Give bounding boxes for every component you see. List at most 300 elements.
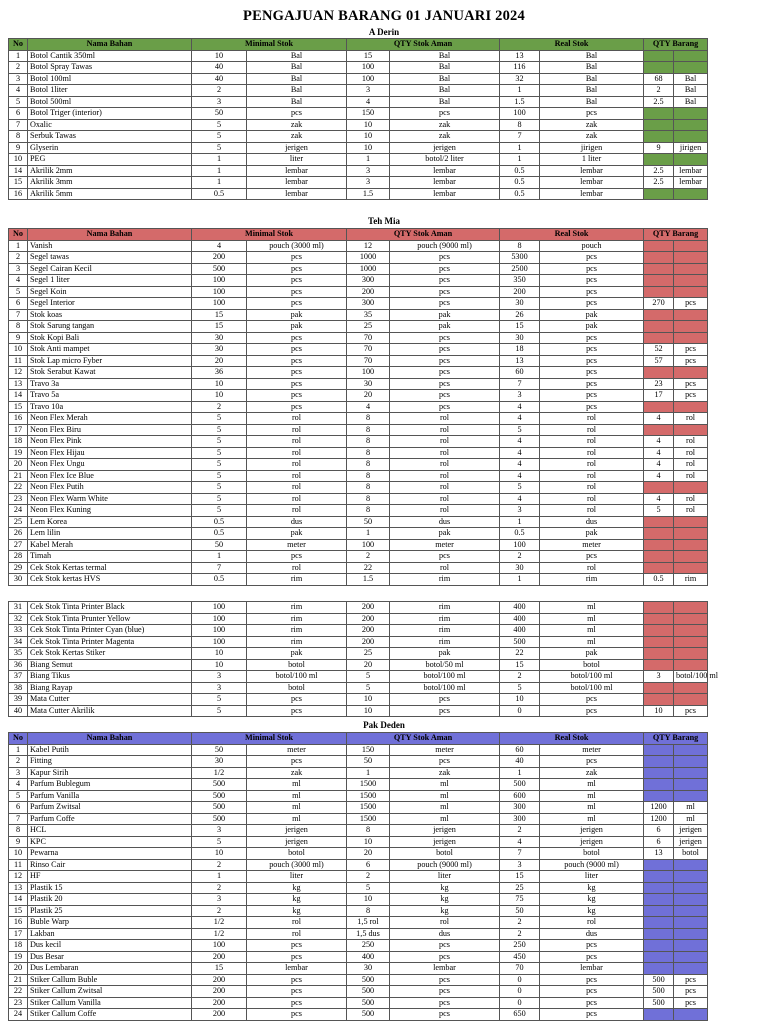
table-cell: 16 — [9, 917, 28, 929]
table-cell: rol — [247, 928, 347, 940]
table-cell: pcs — [390, 390, 500, 402]
table-cell: Bal — [390, 96, 500, 108]
table-cell: ml — [247, 790, 347, 802]
table-cell — [674, 240, 708, 252]
table-cell — [644, 516, 674, 528]
table-cell: 5 — [500, 482, 540, 494]
table-cell: 15 — [192, 963, 247, 975]
table-cell: 37 — [9, 671, 28, 683]
table-cell: 4 — [9, 85, 28, 97]
table-cell: pak — [247, 528, 347, 540]
table-cell — [644, 790, 674, 802]
table-cell: 15 — [500, 871, 540, 883]
table-cell: Buble Warp — [28, 917, 192, 929]
table-cell: 10 — [347, 836, 390, 848]
table-row — [9, 940, 708, 952]
table-cell: 50 — [192, 744, 247, 756]
table-cell: Neon Flex Hijau — [28, 447, 192, 459]
table-row — [9, 974, 708, 986]
table-cell: pcs — [540, 986, 644, 998]
table-cell: 15 — [9, 905, 28, 917]
table-cell: 5 — [192, 142, 247, 154]
table-cell: 10 — [192, 659, 247, 671]
table-cell — [674, 108, 708, 120]
table-cell: 4 — [644, 459, 674, 471]
table-cell — [674, 951, 708, 963]
table-cell: Bal — [390, 50, 500, 62]
table-row — [9, 574, 708, 586]
table-cell: kg — [390, 894, 500, 906]
table-cell: 20 — [347, 390, 390, 402]
table-cell: botol — [247, 659, 347, 671]
table-cell: Dus kecil — [28, 940, 192, 952]
table-cell: pcs — [390, 286, 500, 298]
table-cell: 10 — [347, 694, 390, 706]
table-cell: lembar — [390, 165, 500, 177]
table-cell: pcs — [390, 367, 500, 379]
table-cell: 2 — [192, 859, 247, 871]
table-row — [9, 997, 708, 1009]
table-cell: jerigen — [247, 142, 347, 154]
table-cell: Cek Stok Kertas termal — [28, 562, 192, 574]
table-row — [9, 516, 708, 528]
table-cell: lembar — [674, 165, 708, 177]
table-cell — [644, 636, 674, 648]
table-cell: pcs — [540, 332, 644, 344]
table-cell: pcs — [390, 705, 500, 717]
table-cell: kg — [390, 905, 500, 917]
table-cell: 5 — [500, 424, 540, 436]
table-cell: 30 — [500, 332, 540, 344]
table-cell: botol — [247, 848, 347, 860]
table-cell: 10 — [192, 50, 247, 62]
table-cell: rim — [390, 636, 500, 648]
table-cell: Stok Sarung tangan — [28, 321, 192, 333]
table-cell: HF — [28, 871, 192, 883]
table-cell: rol — [247, 562, 347, 574]
table-row — [9, 355, 708, 367]
table-cell: 1 liter — [540, 154, 644, 166]
table-cell: 1 — [500, 85, 540, 97]
table-row — [9, 188, 708, 200]
table-cell: 0.5 — [192, 188, 247, 200]
table-cell: 2 — [192, 882, 247, 894]
table-cell: 5 — [347, 671, 390, 683]
table-cell: 4 — [644, 413, 674, 425]
table-row — [9, 142, 708, 154]
table-cell: 500 — [347, 974, 390, 986]
table-cell: 3 — [500, 505, 540, 517]
header-cell: Real Stok — [500, 39, 644, 51]
table-cell: 50 — [500, 905, 540, 917]
table-cell — [644, 659, 674, 671]
table-cell: Segel Cairan Kecil — [28, 263, 192, 275]
table-cell: dus — [390, 516, 500, 528]
table-cell — [674, 694, 708, 706]
table-cell: pcs — [540, 298, 644, 310]
table-cell: Plastik 20 — [28, 894, 192, 906]
table-cell: 24 — [9, 1009, 28, 1021]
table-cell: 1500 — [347, 813, 390, 825]
table-cell: rol — [674, 436, 708, 448]
table-cell: 3 — [192, 682, 247, 694]
table-cell: 3 — [192, 96, 247, 108]
table-cell: 4 — [9, 275, 28, 287]
table-cell: pcs — [674, 974, 708, 986]
table-cell: 8 — [347, 470, 390, 482]
table-cell: 10 — [192, 848, 247, 860]
table-row — [9, 859, 708, 871]
table-cell: rol — [247, 447, 347, 459]
table-cell: 40 — [500, 756, 540, 768]
table-cell: 650 — [500, 1009, 540, 1021]
table-cell: botol — [390, 848, 500, 860]
table-row — [9, 848, 708, 860]
table-cell: Travo 5a — [28, 390, 192, 402]
table-cell: 5 — [9, 286, 28, 298]
table-cell: 100 — [192, 275, 247, 287]
table-cell: pcs — [247, 332, 347, 344]
table-cell: Bal — [247, 50, 347, 62]
table-cell: 3 — [192, 825, 247, 837]
table-cell: 3 — [347, 165, 390, 177]
table-cell: Mata Cutter — [28, 694, 192, 706]
table-cell: Pewarna — [28, 848, 192, 860]
table-cell: pcs — [247, 378, 347, 390]
table-cell: rol — [247, 482, 347, 494]
table-cell: zak — [247, 119, 347, 131]
table-cell: 15 — [500, 659, 540, 671]
table-cell: pcs — [390, 108, 500, 120]
table-cell: 16 — [9, 413, 28, 425]
table-cell: 30 — [192, 756, 247, 768]
table-cell: botol/100 ml — [674, 671, 708, 683]
table-cell: 10 — [9, 344, 28, 356]
table-cell: Biang Rayap — [28, 682, 192, 694]
table-cell: Bal — [247, 73, 347, 85]
table-cell: botol — [540, 659, 644, 671]
table-cell: 5 — [347, 882, 390, 894]
table-cell — [644, 905, 674, 917]
table-cell — [644, 252, 674, 264]
table-row — [9, 298, 708, 310]
table-cell: 450 — [500, 951, 540, 963]
table-cell: 8 — [347, 436, 390, 448]
table-cell: 70 — [347, 332, 390, 344]
table-cell: zak — [540, 119, 644, 131]
table-cell: rol — [674, 447, 708, 459]
table-cell: 400 — [500, 625, 540, 637]
table-row — [9, 413, 708, 425]
table-cell — [674, 659, 708, 671]
table-cell: Stiker Callum Buble — [28, 974, 192, 986]
table-cell: pcs — [540, 401, 644, 413]
table-cell: rol — [247, 424, 347, 436]
table-cell: Stiker Callum Vanilla — [28, 997, 192, 1009]
table-cell: rol — [540, 413, 644, 425]
table-cell — [674, 963, 708, 975]
table-cell: 1 — [192, 871, 247, 883]
table-cell — [644, 963, 674, 975]
table-cell: 4 — [644, 436, 674, 448]
table-cell: Cek Stok Tinta Prunter Yellow — [28, 613, 192, 625]
table-cell: Parfum Coffe — [28, 813, 192, 825]
table-cell: Lakban — [28, 928, 192, 940]
table-cell — [644, 917, 674, 929]
table-cell: 500 — [500, 636, 540, 648]
table-cell: PEG — [28, 154, 192, 166]
table-cell: 1 — [9, 240, 28, 252]
table-cell: 30 — [9, 574, 28, 586]
table-cell: 0.5 — [500, 177, 540, 189]
table-cell: 2 — [9, 62, 28, 74]
table-row — [9, 424, 708, 436]
table-row — [9, 367, 708, 379]
table-cell: 5 — [9, 790, 28, 802]
table-cell: rol — [674, 459, 708, 471]
table-cell: ml — [540, 602, 644, 614]
table-cell: 10 — [9, 848, 28, 860]
table-cell: 22 — [9, 986, 28, 998]
table-row — [9, 928, 708, 940]
table-cell: pcs — [247, 390, 347, 402]
table-cell: 22 — [9, 482, 28, 494]
table-cell: 22 — [347, 562, 390, 574]
table-cell: Cek Stok Kertas Stiker — [28, 648, 192, 660]
table-cell: 1 — [500, 767, 540, 779]
table-cell: dus — [390, 928, 500, 940]
table-cell: 5 — [9, 96, 28, 108]
table-cell: pcs — [390, 997, 500, 1009]
table-cell: dus — [247, 516, 347, 528]
table-cell: 2 — [644, 85, 674, 97]
table-cell: pcs — [540, 263, 644, 275]
table-cell: 5 — [347, 682, 390, 694]
table-cell — [644, 108, 674, 120]
table-cell: 23 — [9, 493, 28, 505]
table-cell: Segel Koin — [28, 286, 192, 298]
table-cell — [674, 682, 708, 694]
table-cell: pouch (9000 ml) — [390, 240, 500, 252]
table-cell: pcs — [247, 694, 347, 706]
table-cell: 1500 — [347, 790, 390, 802]
table-cell: 200 — [347, 636, 390, 648]
table-cell: lembar — [390, 963, 500, 975]
table-cell: 7 — [500, 848, 540, 860]
table-cell: ml — [390, 802, 500, 814]
table-cell: 50 — [192, 539, 247, 551]
table-cell: 300 — [347, 275, 390, 287]
table-cell: Kapur Sirih — [28, 767, 192, 779]
table-cell — [674, 367, 708, 379]
table-cell: Dus Lembaran — [28, 963, 192, 975]
table-cell: Serbuk Tawas — [28, 131, 192, 143]
table-cell: jerigen — [247, 825, 347, 837]
table-cell: rol — [540, 424, 644, 436]
table-cell: 13 — [500, 50, 540, 62]
table-cell: jerigen — [674, 836, 708, 848]
table-row — [9, 85, 708, 97]
table-row — [9, 894, 708, 906]
table-cell: 5 — [192, 436, 247, 448]
table-cell: lembar — [247, 177, 347, 189]
table-cell: Stiker Callum Coffe — [28, 1009, 192, 1021]
table-cell: 1,5 rol — [347, 917, 390, 929]
table-cell: 4 — [9, 779, 28, 791]
table-cell: 14 — [9, 390, 28, 402]
table-cell: pcs — [390, 756, 500, 768]
table-cell: pcs — [540, 252, 644, 264]
table-row — [9, 62, 708, 74]
table-cell: 20 — [9, 459, 28, 471]
table-cell — [674, 790, 708, 802]
table-row — [9, 177, 708, 189]
table-row — [9, 613, 708, 625]
table-cell: jerigen — [247, 836, 347, 848]
table-cell — [674, 332, 708, 344]
table-cell: 100 — [192, 298, 247, 310]
table-cell: 13 — [9, 882, 28, 894]
table-cell: rim — [540, 574, 644, 586]
table-row — [9, 321, 708, 333]
table-cell: pcs — [247, 974, 347, 986]
table-cell: 150 — [347, 744, 390, 756]
table-cell: jerigen — [390, 825, 500, 837]
table-cell: pcs — [390, 551, 500, 563]
table-cell: Stok Serabut Kawat — [28, 367, 192, 379]
table-cell: pcs — [674, 390, 708, 402]
table-cell: 14 — [9, 894, 28, 906]
table-cell: 22 — [500, 648, 540, 660]
table-cell: pcs — [390, 344, 500, 356]
table-cell: pcs — [390, 694, 500, 706]
table-cell: 5 — [192, 447, 247, 459]
table-cell: 12 — [9, 367, 28, 379]
table-cell: 34 — [9, 636, 28, 648]
table-cell: pcs — [247, 705, 347, 717]
table-cell: pcs — [540, 974, 644, 986]
table-cell: 200 — [347, 613, 390, 625]
table-cell: 0.5 — [192, 574, 247, 586]
table-row — [9, 539, 708, 551]
table-cell: lembar — [540, 165, 644, 177]
table-cell: 36 — [192, 367, 247, 379]
table-row — [9, 119, 708, 131]
table-row — [9, 659, 708, 671]
table-cell: pcs — [674, 355, 708, 367]
table-cell: 100 — [500, 539, 540, 551]
table-cell: 1 — [500, 154, 540, 166]
table-cell: rol — [390, 470, 500, 482]
table-cell — [644, 321, 674, 333]
table-cell: 23 — [9, 997, 28, 1009]
table-cell: 8 — [347, 905, 390, 917]
table-row — [9, 917, 708, 929]
table-row — [9, 756, 708, 768]
table-cell: 12 — [9, 871, 28, 883]
table-cell: kg — [540, 905, 644, 917]
table-cell: 100 — [192, 636, 247, 648]
table-cell: 8 — [347, 482, 390, 494]
table-row — [9, 275, 708, 287]
table-cell: 5 — [500, 682, 540, 694]
table-cell: 1 — [192, 165, 247, 177]
table-cell — [644, 62, 674, 74]
table-cell: 18 — [9, 940, 28, 952]
table-cell: 8 — [9, 131, 28, 143]
table-cell — [644, 767, 674, 779]
table-cell: 3 — [192, 894, 247, 906]
table-cell: 3 — [9, 263, 28, 275]
table-cell: botol/50 ml — [390, 659, 500, 671]
table-cell: ml — [674, 813, 708, 825]
table-cell: pcs — [390, 401, 500, 413]
table-row — [9, 871, 708, 883]
table-cell: Plastik 15 — [28, 882, 192, 894]
table-cell: pak — [540, 648, 644, 660]
table-cell: 17 — [644, 390, 674, 402]
table-cell: 1/2 — [192, 928, 247, 940]
table-cell — [644, 871, 674, 883]
table-cell: 150 — [347, 108, 390, 120]
table-cell: rol — [247, 413, 347, 425]
table-header-row — [9, 39, 708, 51]
table-row — [9, 344, 708, 356]
table-cell — [644, 275, 674, 287]
table-cell: lembar — [390, 188, 500, 200]
table-cell: 2 — [192, 905, 247, 917]
table-cell — [674, 154, 708, 166]
table-cell: 200 — [347, 602, 390, 614]
table-cell: jerigen — [540, 825, 644, 837]
table-cell: 38 — [9, 682, 28, 694]
table-cell: 20 — [9, 963, 28, 975]
table-cell: Neon Flex Warm White — [28, 493, 192, 505]
table-cell: ml — [390, 779, 500, 791]
table-cell — [674, 928, 708, 940]
table-cell: rim — [247, 613, 347, 625]
table-cell: 6 — [347, 859, 390, 871]
table-cell: botol/100 ml — [390, 682, 500, 694]
table-cell — [674, 252, 708, 264]
table-row — [9, 671, 708, 683]
header-cell: Real Stok — [500, 229, 644, 241]
table-cell: pcs — [247, 940, 347, 952]
table-cell — [644, 551, 674, 563]
table-cell: pcs — [540, 355, 644, 367]
table-cell: 5 — [644, 505, 674, 517]
table-cell: 68 — [644, 73, 674, 85]
table-cell: 15 — [192, 309, 247, 321]
table-cell: 1200 — [644, 813, 674, 825]
table-cell: 200 — [192, 252, 247, 264]
table-cell: pcs — [674, 986, 708, 998]
table-cell: 0 — [500, 986, 540, 998]
table-cell: 3 — [192, 671, 247, 683]
table-cell: Bal — [540, 96, 644, 108]
table-cell — [674, 562, 708, 574]
table-cell: 2 — [9, 756, 28, 768]
table-cell: jirigen — [540, 142, 644, 154]
table-cell: 100 — [347, 367, 390, 379]
table-cell: 25 — [347, 321, 390, 333]
table-cell: Kabel Merah — [28, 539, 192, 551]
table-cell: pcs — [390, 986, 500, 998]
table-cell: Bal — [390, 85, 500, 97]
table-cell: 250 — [347, 940, 390, 952]
table-cell: pcs — [674, 997, 708, 1009]
table-cell: jerigen — [674, 825, 708, 837]
